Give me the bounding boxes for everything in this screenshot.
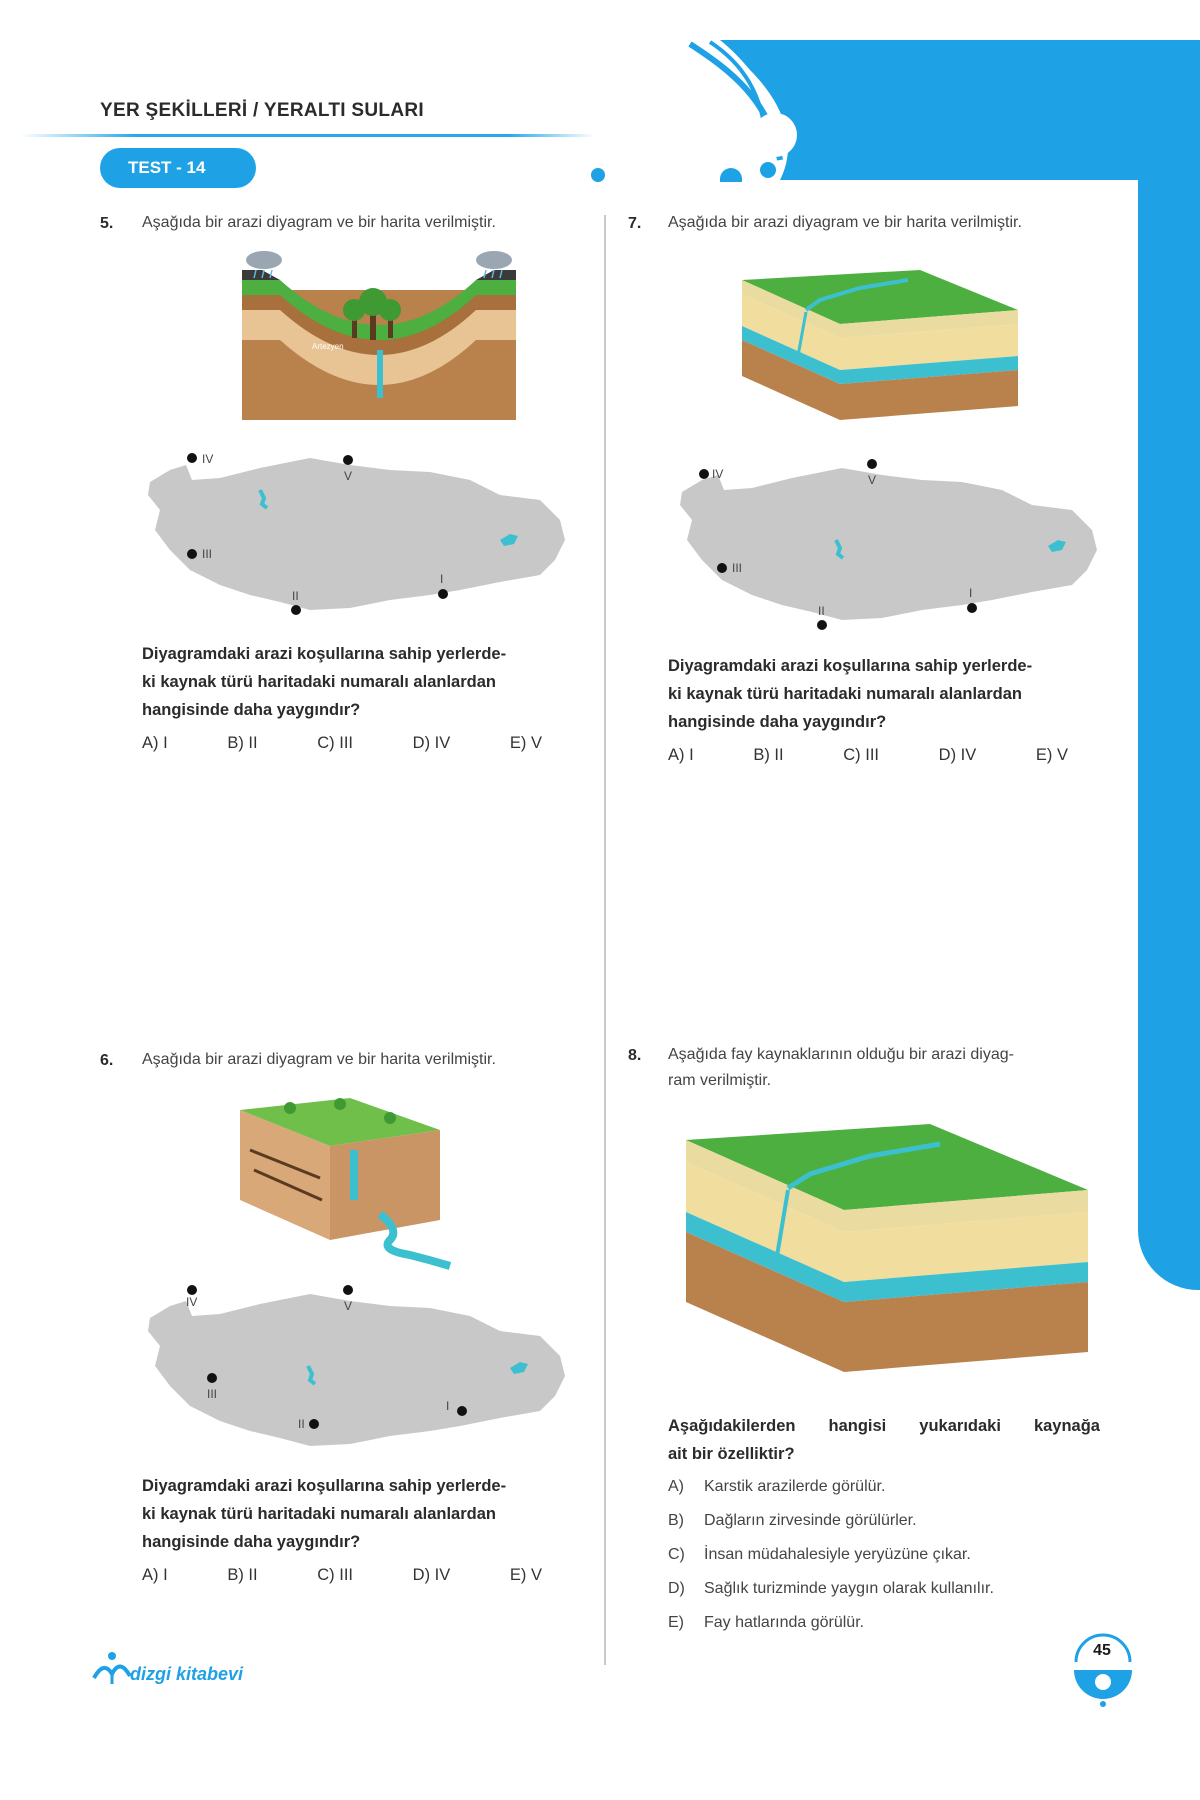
artesian-label: Artezyen (312, 342, 344, 351)
q5-option-d[interactable]: D) IV (412, 734, 451, 752)
q8-option-a[interactable]: A) Karstik arazilerde görülür. (668, 1478, 886, 1495)
svg-text:III: III (207, 1387, 218, 1401)
q7-option-b[interactable]: B) II (753, 746, 784, 764)
q7-turkey-map (672, 450, 1112, 640)
svg-text:II: II (818, 604, 825, 618)
svg-text:I: I (440, 572, 444, 586)
q6-option-c[interactable]: C) III (317, 1566, 353, 1584)
q7-option-e[interactable]: E) V (1035, 746, 1068, 764)
q6-karst-diagram (230, 1090, 470, 1270)
q8-option-d[interactable]: D) Sağlık turizminde yaygın olarak kullanılır. (668, 1580, 994, 1597)
svg-text:III: III (202, 547, 213, 561)
decorative-swirl (660, 40, 1200, 180)
q6-number: 6. (100, 1052, 114, 1069)
svg-text:V: V (868, 473, 877, 487)
q5-option-e[interactable]: E) V (509, 734, 542, 752)
decor-dot (591, 168, 605, 182)
q6-turkey-map (140, 1276, 580, 1466)
q5-text: Aşağıda bir arazi diyagram ve bir harita verilmiştir. (142, 214, 496, 231)
svg-text:V: V (344, 1299, 353, 1313)
q8-number: 8. (628, 1047, 642, 1064)
page-number-badge (1068, 1628, 1138, 1708)
q5-number: 5. (100, 215, 114, 232)
publisher-name: dizgi kitabevi (130, 1664, 244, 1684)
svg-text:IV: IV (712, 467, 724, 481)
q8-option-e[interactable]: E) Fay hatlarında görülür. (668, 1614, 865, 1631)
q8-fault-spring-diagram (680, 1110, 1090, 1380)
q7-fault-diagram (740, 260, 1020, 430)
header-divider (20, 134, 595, 137)
q7-question: Diyagramdaki arazi koşullarına sahip yerlerde- ki kaynak türü haritadaki numaralı alanlardan hangisinde daha yaygındır? (668, 657, 1033, 731)
q6-option-e[interactable]: E) V (509, 1566, 542, 1584)
q5-option-b[interactable]: B) II (227, 734, 258, 752)
q5-question: Diyagramdaki arazi koşullarına sahip yerlerde- ki kaynak türü haritadaki numaralı alanlardan hangisinde daha yaygındır? (142, 645, 507, 719)
q5-options (142, 734, 542, 753)
svg-text:II: II (292, 589, 299, 603)
q8-options (668, 1470, 1098, 1640)
q8-option-c[interactable]: C) İnsan müdahalesiyle yeryüzüne çıkar. (668, 1546, 971, 1563)
svg-text:IV: IV (202, 452, 214, 466)
svg-text:I: I (446, 1399, 450, 1413)
svg-text:IV: IV (186, 1295, 198, 1309)
q5-artesian-diagram (240, 250, 520, 425)
q7-options (668, 746, 1068, 765)
svg-text:I: I (969, 586, 973, 600)
q7-option-a[interactable]: A) I (668, 746, 694, 764)
q7-text: Aşağıda bir arazi diyagram ve bir harita verilmiştir. (668, 214, 1022, 231)
q6-option-d[interactable]: D) IV (412, 1566, 451, 1584)
column-divider (604, 215, 606, 1665)
q7-number: 7. (628, 215, 642, 232)
q8-text: Aşağıda fay kaynaklarının olduğu bir arazi diyag- ram verilmiştir. (668, 1046, 1014, 1089)
q6-option-a[interactable]: A) I (142, 1566, 168, 1584)
q5-option-c[interactable]: C) III (317, 734, 353, 752)
q7-option-d[interactable]: D) IV (938, 746, 977, 764)
svg-text:III: III (732, 561, 743, 575)
q6-question: Diyagramdaki arazi koşullarına sahip yerlerde- ki kaynak türü haritadaki numaralı alanlardan hangisinde daha yaygındır? (142, 1477, 507, 1551)
chapter-title: YER ŞEKİLLERİ / YERALTI SULARI (100, 100, 424, 121)
q5-turkey-map (140, 440, 580, 630)
q6-option-b[interactable]: B) II (227, 1566, 258, 1584)
q5-option-a[interactable]: A) I (142, 734, 168, 752)
q8-question: Aşağıdakilerden hangisi yukarıdaki kaynağa ait bir özelliktir? (668, 1417, 1100, 1463)
svg-text:V: V (344, 469, 353, 483)
q6-options (142, 1566, 542, 1585)
svg-text:II: II (298, 1417, 305, 1431)
side-accent-bar (1138, 170, 1200, 1290)
q8-option-b[interactable]: B) Dağların zirvesinde görülürler. (668, 1512, 917, 1529)
page-number: 45 (1093, 1642, 1111, 1659)
publisher-logo-icon (90, 1648, 134, 1688)
test-badge: TEST - 14 (100, 148, 256, 188)
q7-option-c[interactable]: C) III (843, 746, 879, 764)
q6-text: Aşağıda bir arazi diyagram ve bir harita verilmiştir. (142, 1051, 496, 1068)
